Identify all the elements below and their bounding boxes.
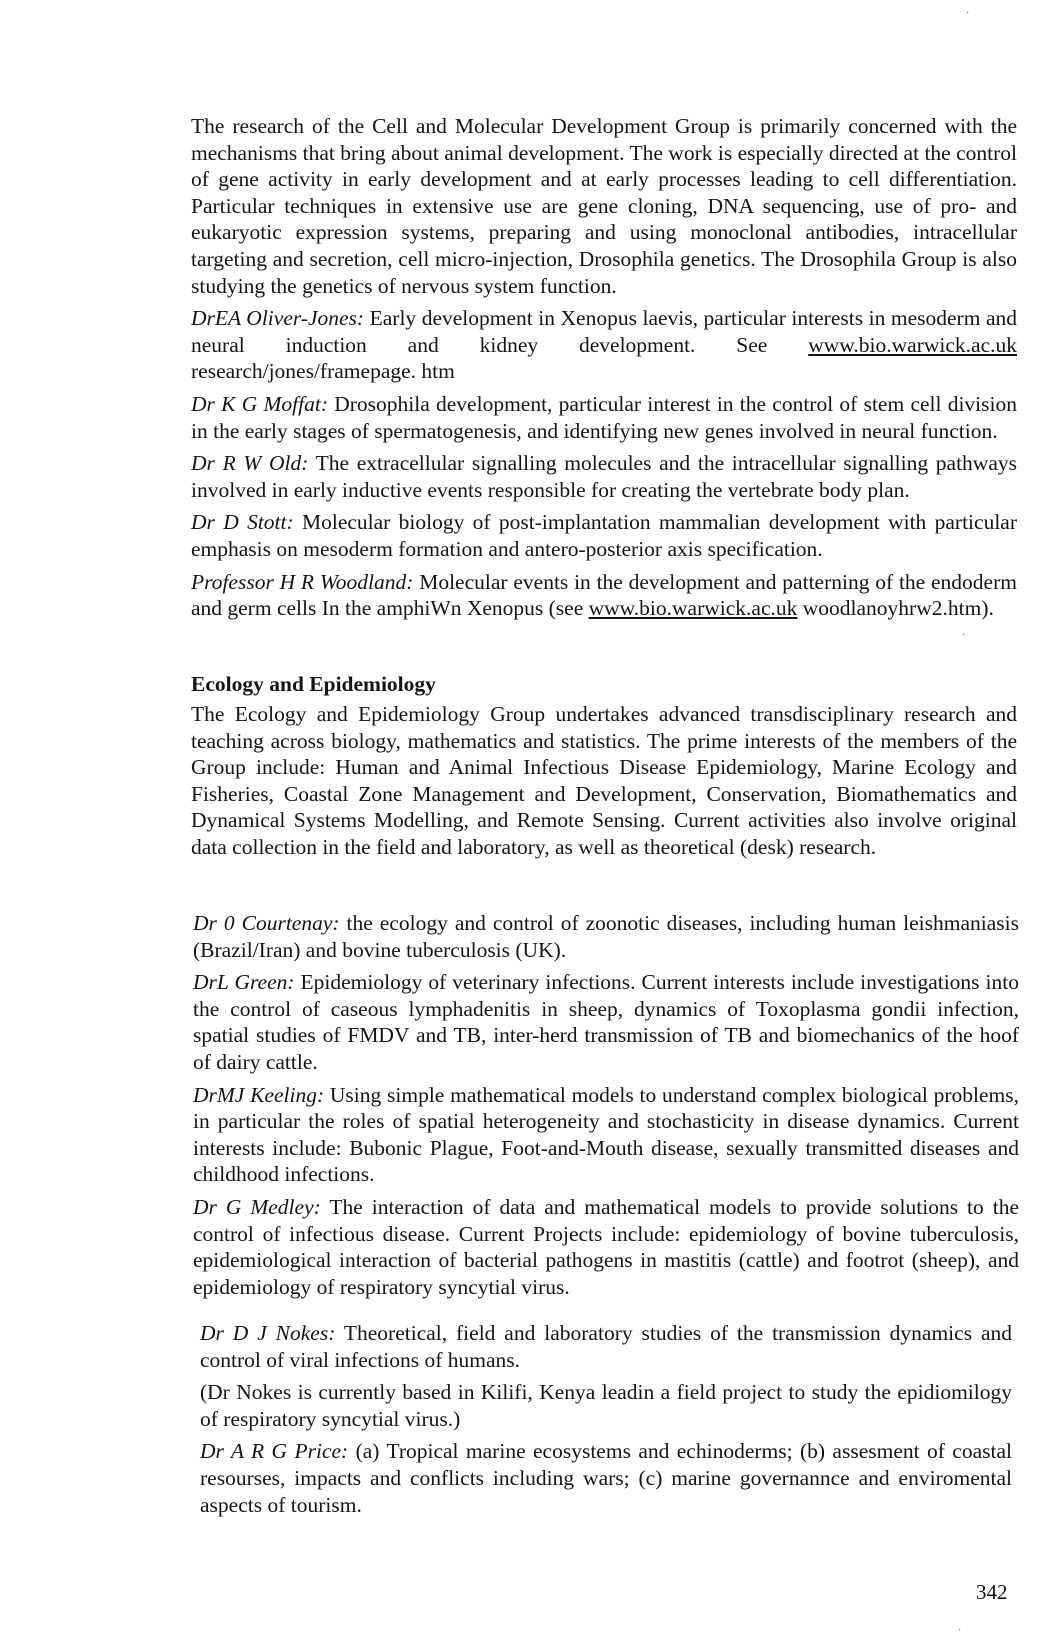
entry-link[interactable]: www.bio.warwick.ac.uk [808,332,1017,357]
ecology-entries [193,910,1019,1306]
entry-name: Dr R W Old: [191,451,309,476]
entry-text: Molecular events in the development and patterning of the endoderm and germ cells In the amphiWn Xenopus (see [191,569,1017,621]
entry-text: Early development in Xenopus laevis, particular interests in mesoderm and neural induction and kidney development. See [191,306,1017,357]
ecology-entries-indented [200,1320,1012,1524]
entry-moffat [191,391,1017,444]
scan-speck: · [962,630,966,641]
entry-name: Dr A R G Price: [200,1439,349,1464]
entry-old [191,450,1017,503]
section-heading: Ecology and Epidemiology [191,672,436,696]
entry-price [200,1438,1012,1518]
entry-text: Epidemiology of veterinary infections. Current interests include investigations into the control of caseous lymphadenitis in sheep, dynamics of Toxoplasma gondii infection, spatial studies of FMDV and TB, inter-herd transmission of TB and biomechanics of the hoof of dairy cattle. [193,970,1019,1074]
entry-text: Theoretical, field and laboratory studies of the transmission dynamics and control of viral infections of humans. [200,1321,1013,1372]
entry-name: Dr D Stott: [191,510,294,535]
intro-paragraph: The research of the Cell and Molecular Development Group is primarily concerned with the mechanisms that bring about animal development. The work is especially directed at the control of gene activity in early development and at early processes leading to cell differentiation. Particular techniques in extensive use are gene cloning, DNA sequencing, use of pro- and eukaryotic expression systems, preparing and using monoclonal antibodies, intracellular targeting and secretion, cell micro-injection, Drosophila genetics. The Drosophila Group is also studying the genetics of nervous system function. [191,114,1017,298]
ecology-paragraph: The Ecology and Epidemiology Group undertakes advanced transdisciplinary research and teaching across biology, mathematics and statistics. The prime interests of the members of the Group include: Human and Animal Infectious Disease Epidemiology, Marine Ecology and Fisheries, Coastal Zone Management and Development, Conservation, Biomathematics and Dynamical Systems Modelling, and Remote Sensing. Current activities also involve original data collection in the field and laboratory, as well as theoretical (desk) research. [191,702,1017,859]
entry-tail: research/jones/framepage. htm [191,359,455,384]
entry-text: Drosophila development, particular interest in the control of stem cell division in the early stages of spermatogenesis, and identifying new genes involved in neural function. [191,391,1018,443]
page-number: 342 [976,1580,1008,1604]
entry-woodland [191,569,1017,622]
entry-keeling [193,1082,1019,1188]
scan-speck: · [958,1625,962,1636]
entry-name: DrEA Oliver-Jones: [191,306,365,331]
entry-name: Dr K G Moffat: [191,391,328,416]
entry-text: The extracellular signalling molecules and the intracellular signalling pathways involved in early inductive events responsible for creating the vertebrate body plan. [191,451,1017,502]
entry-text: Using simple mathematical models to understand complex biological problems, in particular the roles of spatial heterogeneity and stochasticity in disease dynamics. Current interests include: Bubonic Plague, Foot-and-Mouth disease, sexually transmitted diseases and childhood infections. [193,1082,1019,1187]
entry-oliver-jones [191,305,1017,385]
entry-link[interactable]: www.bio.warwick.ac.uk [588,596,798,621]
ecology-section [191,671,1017,867]
cell-section [191,113,1017,628]
entry-green [193,969,1019,1075]
entry-nokes [200,1320,1012,1373]
entry-text: The interaction of data and mathematical models to provide solutions to the control of infectious disease. Current Projects include: epidemiology of bovine tuberculosis, epidemiological interaction of bacterial pathogens in mastitis (cattle) and footrot (sheep), and epidemiology of respiratory syncytial virus. [193,1194,1019,1299]
entry-text: (a) Tropical marine ecosystems and echinoderms; (b) assesment of coastal resourses, impacts and conflicts including wars; (c) marine governannce and enviromental aspects of tourism. [200,1439,1012,1517]
entry-text: (Dr Nokes is currently based in Kilifi, Kenya leadin a field project to study the epidiomilogy of respiratory syncytial virus.) [200,1380,1012,1431]
entry-medley [193,1194,1019,1300]
entry-tail: woodlanoyhrw2.htm). [797,596,994,621]
entry-name: Professor H R Woodland: [191,569,414,594]
entry-text: the ecology and control of zoonotic diseases, including human leishmaniasis (Brazil/Iran) and bovine tuberculosis (UK). [193,911,1019,962]
scan-speck: · [966,8,970,19]
entry-text: Molecular biology of post-implantation mammalian development with particular emphasis on mesoderm formation and antero-posterior axis specification. [191,510,1017,561]
entry-name: DrMJ Keeling: [193,1082,325,1107]
entry-name: Dr D J Nokes: [200,1321,336,1345]
entry-name: Dr 0 Courtenay: [193,911,340,935]
entry-stott [191,509,1017,562]
entry-name: Dr G Medley: [193,1194,321,1219]
entry-name: DrL Green: [193,970,295,995]
entry-nokes-note [200,1379,1012,1432]
entry-courtenay [193,910,1019,963]
